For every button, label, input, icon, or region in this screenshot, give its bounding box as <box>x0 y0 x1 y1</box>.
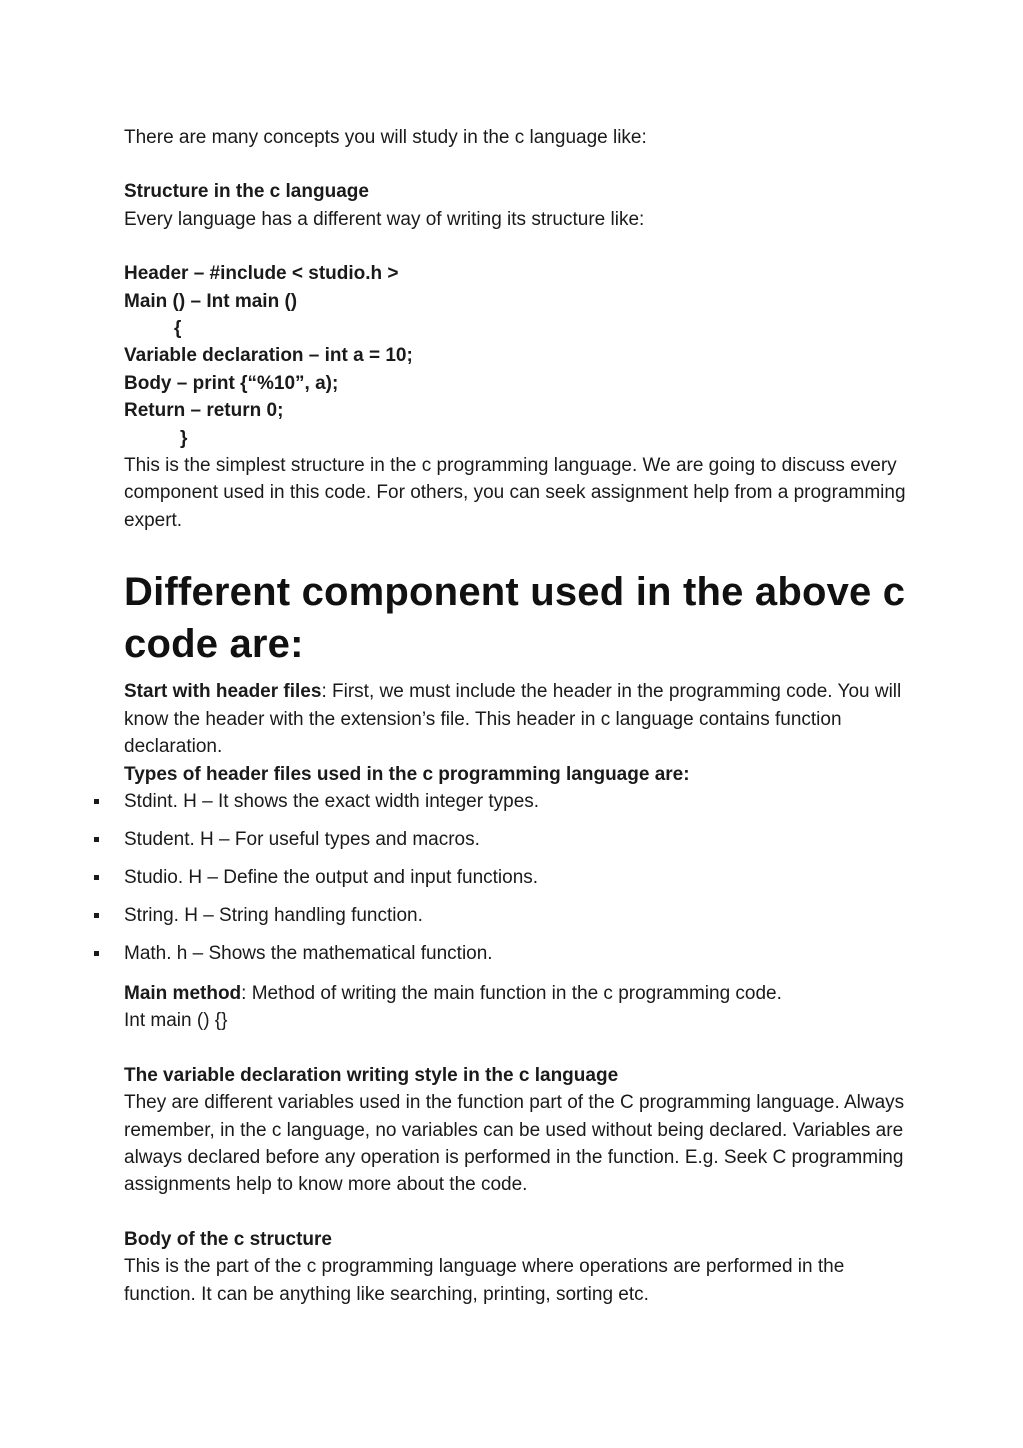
spacer <box>124 233 914 260</box>
code-open-brace: { <box>174 318 182 340</box>
list-item <box>124 788 914 826</box>
list-item-text: String. H – String handling function. <box>124 904 423 926</box>
list-item-text: Stdint. H – It shows the exact width integer types. <box>124 790 540 812</box>
list-item <box>124 940 914 978</box>
section-heading: Different component used in the above c code are: <box>124 570 906 667</box>
spacer <box>124 1035 914 1062</box>
structure-desc: Every language has a different way of writing its structure like: <box>124 208 645 230</box>
main-method-code: Int main () {} <box>124 1010 228 1032</box>
body-section-text: This is the part of the c programming language where operations are performed in the function. It can be anything like searching, printing, sorting etc. <box>124 1256 845 1305</box>
spacer <box>124 1199 914 1226</box>
square-bullet-icon <box>94 799 99 804</box>
main-method-text: : Method of writing the main function in the c programming code. <box>241 982 782 1004</box>
code-structure <box>124 260 914 452</box>
spacer <box>124 151 914 178</box>
main-method-label: Main method <box>124 982 242 1004</box>
square-bullet-icon <box>94 913 99 918</box>
header-files-paragraph <box>124 678 914 760</box>
code-close-brace: } <box>180 427 188 449</box>
square-bullet-icon <box>94 875 99 880</box>
structure-title: Structure in the c language <box>124 181 369 203</box>
header-files-text: : First, we must include the header in the programming code. You will know the header with the extension’s file. This header in c language contains function declaration. <box>124 681 902 758</box>
header-files-label: Start with header files <box>124 681 322 703</box>
list-item-text: Student. H – For useful types and macros. <box>124 828 480 850</box>
list-item <box>124 826 914 864</box>
list-item-text: Studio. H – Define the output and input functions. <box>124 866 539 888</box>
code-return-line: Return – return 0; <box>124 400 284 422</box>
structure-summary: This is the simplest structure in the c programming language. We are going to discuss every component used in this code. For others, you can seek assignment help from a programming expert. <box>124 455 906 531</box>
variable-section-text: They are different variables used in the function part of the C programming language. Always remember, in the c language, no variables can be used without being declared. Variables are always declared before any operation is performed in the function. E.g. Seek C programming assignments help to know more about the code. <box>124 1092 905 1196</box>
list-item <box>124 902 914 940</box>
square-bullet-icon <box>94 837 99 842</box>
code-main-line: Main () – Int main () <box>124 290 298 312</box>
header-types-title: Types of header files used in the c programming language are: <box>124 763 690 785</box>
variable-section-title: The variable declaration writing style in the c language <box>124 1064 619 1086</box>
list-item <box>124 864 914 902</box>
code-variable-line: Variable declaration – int a = 10; <box>124 345 413 367</box>
header-types-list <box>124 788 914 978</box>
document-page <box>124 124 914 1308</box>
list-item-text: Math. h – Shows the mathematical function. <box>124 942 493 964</box>
code-body-line: Body – print {“%10”, a); <box>124 372 339 394</box>
square-bullet-icon <box>94 951 99 956</box>
body-section-title: Body of the c structure <box>124 1228 332 1250</box>
code-header-line: Header – #include < studio.h > <box>124 263 399 285</box>
intro-text: There are many concepts you will study in the c language like: <box>124 127 647 148</box>
main-method-paragraph <box>124 980 914 1007</box>
